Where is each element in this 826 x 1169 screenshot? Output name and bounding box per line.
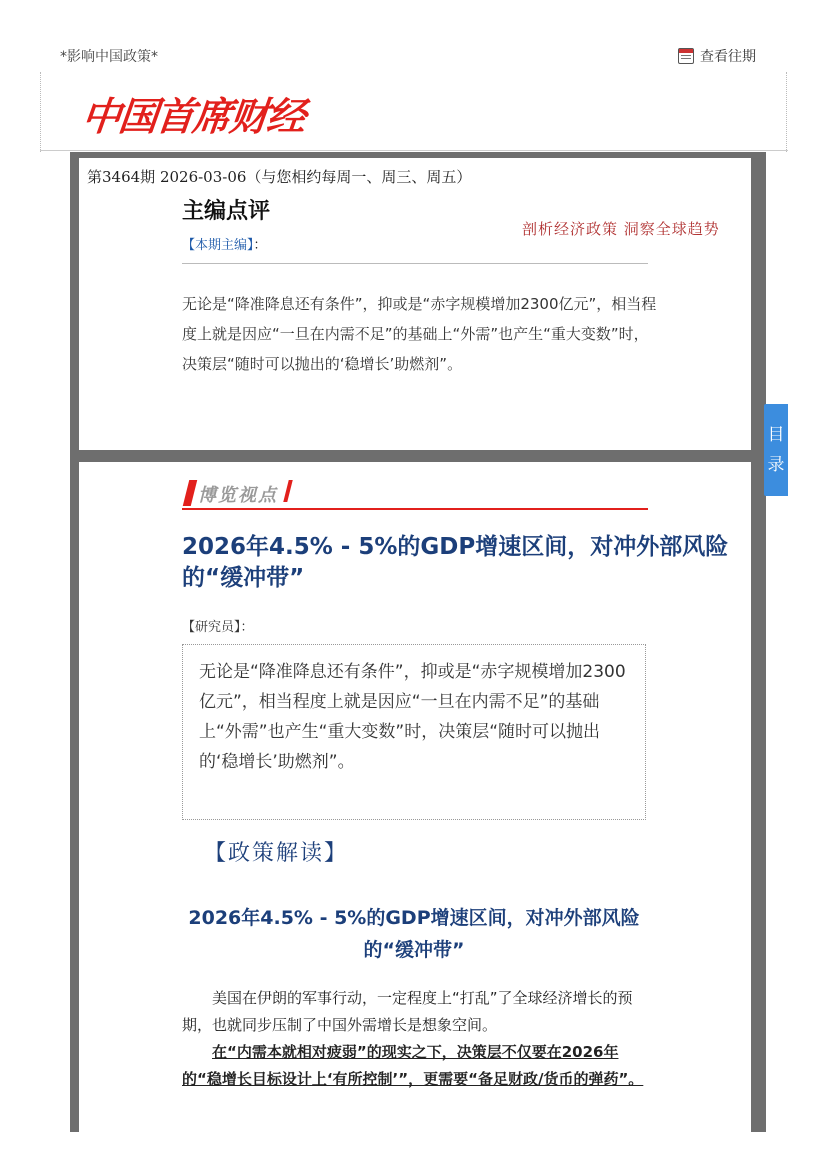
editor-comment-title: 主编点评 — [182, 199, 271, 224]
researcher-label: 【研究员】： — [182, 620, 254, 635]
tagline: *影响中国政策* — [60, 49, 158, 65]
article-body — [182, 985, 648, 1093]
header-divider — [40, 150, 788, 151]
summary-quote: 无论是“降准降息还有条件”，抑或是“赤字规模增加2300亿元”，相当程度上就是因应“一旦在内需不足”的基础上“外需”也产生“重大变数”时，决策层“随时可以抛出的‘稳增长’助燃剂”。 — [182, 644, 646, 820]
issue-line: 第3464期 2026-03-06（与您相约每周一、周三、周五） — [87, 168, 472, 186]
editor-label-text: 【本期主编】 — [182, 238, 254, 253]
section-divider — [182, 508, 648, 510]
paragraph: 美国在伊朗的军事行动，一定程度上“打乱”了全球经济增长的预期，也就同步压制了中国外需增长是想象空间。 — [182, 989, 633, 1034]
calendar-icon — [678, 48, 694, 64]
view-archive-link[interactable] — [678, 46, 756, 66]
divider — [786, 72, 787, 152]
toc-char[interactable]: 目 — [767, 425, 785, 445]
view-archive-label[interactable]: 查看往期 — [700, 49, 756, 65]
article-title[interactable]: 2026年4.5% - 5%的GDP增速区间，对冲外部风险的“缓冲带” — [182, 534, 729, 591]
editor-divider — [182, 263, 648, 264]
toc-char[interactable]: 录 — [767, 455, 785, 475]
editor-label-colon: ： — [253, 238, 267, 253]
policy-heading: 【政策解读】 — [204, 841, 349, 866]
article-subtitle: 2026年4.5% - 5%的GDP增速区间，对冲外部风险的“缓冲带” — [188, 907, 640, 961]
highlight-paragraph: 在“内需本就相对疲弱”的现实之下，决策层不仅要在2026年的“稳增长目标设计上‘有所控制’”，更需要“备足财政/货币的弹药”。 — [182, 1043, 644, 1088]
editor-comment-body: 无论是“降准降息还有条件”，抑或是“赤字规模增加2300亿元”，相当程度上就是因应“一旦在内需不足”的基础上“外需”也产生“重大变数”时，决策层“随时可以抛出的‘稳增长’助燃剂”。 — [182, 295, 657, 373]
motto: 剖析经济政策 洞察全球趋势 — [522, 220, 720, 238]
divider — [40, 72, 41, 152]
editor-label — [182, 234, 267, 253]
table-of-contents-button[interactable] — [764, 404, 788, 496]
section-title: 博览视点 — [198, 485, 278, 506]
brand-logo[interactable]: 中国首席财经 — [79, 95, 307, 140]
